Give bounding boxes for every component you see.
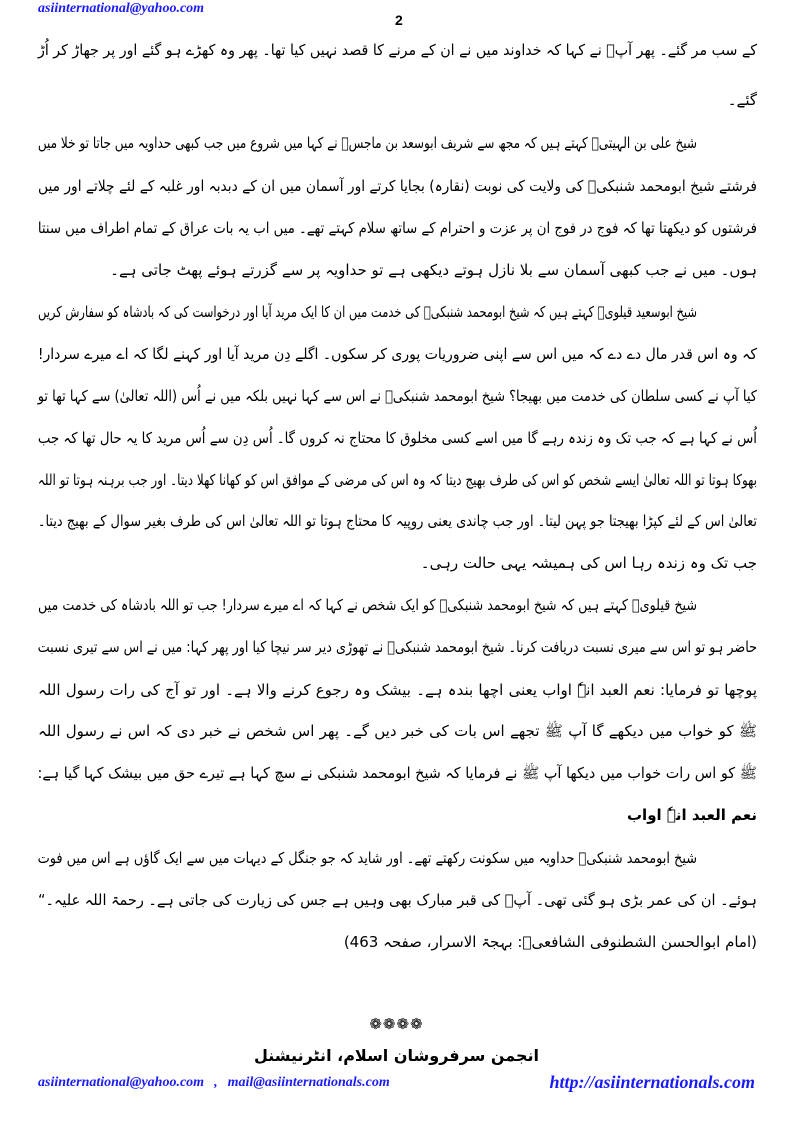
paragraph-start-line: شیخ ابومحمد شنبکیؒ حداویہ میں سکونت رکھتے تھے۔ اور شاید کہ جو جنگل کے دیہات میں سے ایک گاؤں ہے اس میں فوت bbox=[37, 849, 698, 867]
body-line: فرشتے شیخ ابومحمد شنبکیؒ کی ولایت کی نوبت (نقارہ) بجایا کرتے اور آسمان میں ان کے دبدبہ اور غلبہ کے لئے چلاتے اور میں bbox=[38, 177, 757, 195]
paragraph-start-line: شیخ علی بن الہیتیؒ کہتے ہیں کہ مجھ سے شریف ابوسعد بن ماجسؒ نے کہا میں شروع میں جب کبھی حداویہ میں جاتا تو خلا میں bbox=[37, 134, 697, 152]
ornament-divider: ❁❁❁❁ bbox=[369, 1015, 424, 1033]
body-line: ﷺ کو خواب میں دیکھے گا آپ ﷺ تجھے اس بات کی خبر دیں گے۔ پھر اس شخص نے خبر دی کہ اس نے رسول اللہ bbox=[38, 722, 757, 740]
body-line: فرشتوں کو دیکھتا تھا کہ فوج در فوج ان پر عزت و احترام کے ساتھ سلام کہتے تھے۔ میں اب یہ بات عراق کے تمام اطراف میں سنتا bbox=[37, 219, 758, 237]
body-line: کیا آپ نے کسی سلطان کی خدمت میں بھیجا؟ شیخ ابومحمد شنبکیؒ نے اس سے کہا نہیں بلکہ میں نے اُس (اللہ تعالیٰ) سے کہا تھا تو bbox=[37, 387, 758, 405]
body-line: بھوکا ہوتا تو اللہ تعالیٰ ایسے شخص کو اس کی طرف بھیج دیتا کہ وہ اس کی مرضی کے موافق اس کو کھانا کھلا دیتا۔ اور جب برہنہ ہوتا تو اللہ bbox=[37, 471, 758, 489]
footer-email-2-link[interactable]: mail@asiinternationals.com bbox=[227, 1075, 390, 1090]
body-line: حاضر ہو تو اس سے میری نسبت دریافت کرنا۔ شیخ ابومحمد شنبکیؒ نے تھوڑی دیر سر نیچا کیا اور پھر کہا: میں نے اس سے تیری نسبت bbox=[37, 638, 757, 656]
body-line: ہوئے۔ ان کی عمر بڑی ہو گئی تھی۔ آپؒ کی قبر مبارک بھی وہیں ہے جس کی زیارت کی جاتی ہے۔ رحمۃ اللہ علیہ۔“ bbox=[37, 891, 758, 909]
body-line: تعالیٰ اس کے لئے کپڑا بھیجتا جو پہن لیتا۔ اور جب چاندی یعنی روپیہ کا محتاج ہوتا تو اللہ تعالیٰ اس کی طرف بغیر سوال کے بھیج دیتا۔ bbox=[37, 512, 758, 530]
quranic-phrase: نعم العبد انہٗ اواب bbox=[626, 806, 757, 824]
body-line: ﷺ کو اس رات خواب میں دیکھا آپ ﷺ نے فرمایا کہ شیخ ابومحمد شنبکی نے سچ کہا ہے تیرے حق میں بیشک کہا گیا ہے: bbox=[37, 764, 758, 782]
body-line: پوچھا تو فرمایا: نعم العبد انہٗ اواب یعنی اچھا بندہ ہے۔ بیشک وہ رجوع کرنے والا ہے۔ اور تو آج کی رات رسول اللہ bbox=[38, 681, 757, 699]
source-citation: (امام ابوالحسن الشطنوفی الشافعیؒ: بہجۃ الاسرار، صفحہ 463) bbox=[343, 933, 757, 951]
footer-email-1-link[interactable]: asiinternational@yahoo.com bbox=[38, 1075, 205, 1090]
paragraph-start-line: شیخ قیلویؒ کہتے ہیں کہ شیخ ابومحمد شنبکیؒ کو ایک شخص نے کہا کہ اے میرے سردار! جب تو اللہ بادشاہ کی خدمت میں bbox=[38, 596, 697, 614]
header-email-link[interactable]: asiinternational@yahoo.com bbox=[38, 1, 205, 16]
body-line: ہوں۔ میں نے جب کبھی آسمان سے بلا نازل ہوتے دیکھی ہے تو حداویہ پر سے گزرتے ہوئے پھٹ جاتی ہے۔ bbox=[110, 261, 757, 279]
footer-emails bbox=[38, 1074, 390, 1092]
body-line: اُس نے کہا ہے کہ جب تک وہ زندہ رہے گا میں اسے کسی مخلوق کا محتاج نہ کروں گا۔ اُس دِن سے اُس مرید کا یہ حال تھا کہ جب bbox=[37, 429, 757, 447]
organization-name: انجمن سرفروشان اسلام، انٹرنیشنل bbox=[253, 1046, 540, 1065]
body-line: کے سب مر گئے۔ پھر آپؒ نے کہا کہ خداوند میں نے ان کے مرنے کا قصد نہیں کیا تھا۔ پھر وہ کھڑے ہو گئے اور پر جھاڑ کر اُڑ bbox=[38, 41, 757, 59]
email-separator: , bbox=[214, 1075, 218, 1090]
paragraph-start-line: شیخ ابوسعید قیلویؒ کہتے ہیں کہ شیخ ابومحمد شنبکیؒ کی خدمت میں ان کا ایک مرید آیا اور درخواست کی کہ بادشاہ کو سفارش کریں bbox=[38, 303, 697, 321]
body-line: گئے۔ bbox=[727, 91, 757, 109]
website-link[interactable]: http://asiinternationals.com bbox=[549, 1072, 755, 1092]
body-line: جب تک وہ زندہ رہا اس کی ہمیشہ یہی حالت رہی۔ bbox=[420, 554, 757, 572]
body-line: کہ وہ اس قدر مال دے دے کہ میں اس سے اپنی ضروریات پوری کر سکوں۔ اگلے دِن مرید آیا اور کہنے لگا کہ اے میرے سردار! bbox=[37, 345, 758, 363]
page-number: 2 bbox=[395, 12, 403, 28]
